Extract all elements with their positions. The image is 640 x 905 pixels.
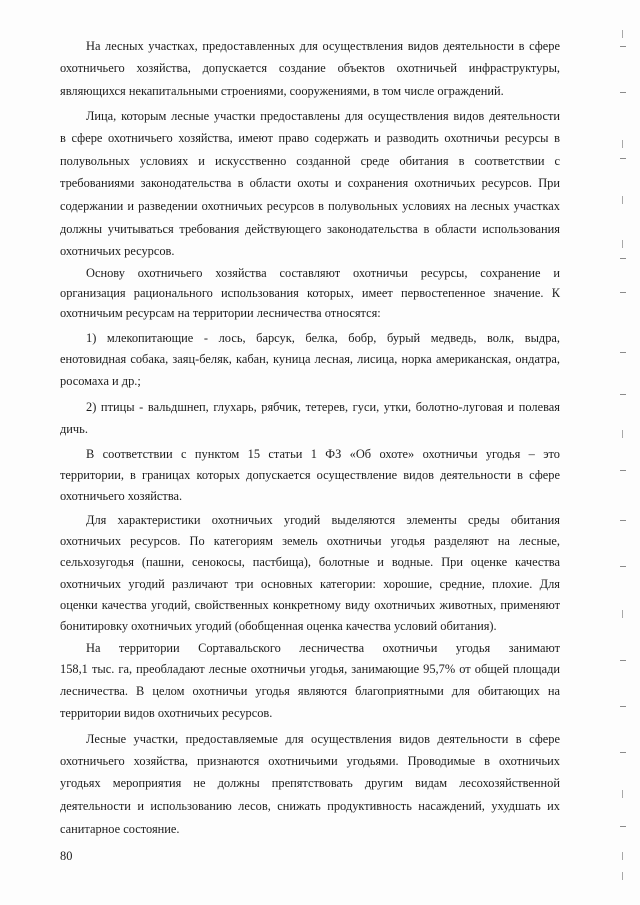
scan-mark — [622, 790, 623, 798]
scan-mark — [622, 30, 623, 38]
page-number: 80 — [60, 849, 73, 863]
text-line: должны учитываться требования действующего законодательства в области использования — [60, 222, 560, 236]
text-line: 1) млекопитающие - лось, барсук, белка, бобр, бурый медведь, волк, выдра, — [86, 331, 560, 345]
text-line: охотничьего хозяйства, допускается создание объектов охотничьей инфраструктуры, — [60, 61, 560, 75]
text-line: росомаха и др.; — [60, 374, 141, 388]
text-line: охотничьих ресурсов. — [60, 244, 175, 258]
scan-mark — [622, 872, 623, 880]
scan-mark — [620, 566, 626, 567]
scan-mark — [622, 430, 623, 438]
text-line: На лесных участках, предоставленных для осуществления видов деятельности в сфере — [86, 39, 560, 53]
text-line: На территории Сортавальского лесничества охотничьи угодья занимают — [86, 641, 560, 655]
text-line: В соответствии с пунктом 15 статьи 1 ФЗ «Об охоте» охотничьи угодья – это — [86, 447, 560, 461]
text-line: охотничьего хозяйства. — [60, 489, 183, 503]
text-line: угодьях мероприятия не должны препятствовать другим видам лесохозяйственной — [60, 776, 560, 790]
scan-mark — [620, 660, 626, 661]
text-line: охотничьего хозяйства, признаются охотничьими угодьями. Проводимые в охотничьих — [60, 754, 560, 768]
text-line: сельхозугодья (пашни, сенокосы, пастбища), болотные и водные. При оценке качества — [60, 555, 560, 569]
scan-mark — [620, 158, 626, 159]
scan-mark — [620, 752, 626, 753]
text-line: дичь. — [60, 422, 88, 436]
text-line: содержании и разведении охотничьих ресурсов в полувольных условиях на лесных участках — [60, 199, 560, 213]
text-line: Лица, которым лесные участки предоставлены для осуществления видов деятельности — [86, 109, 560, 123]
text-line: 2) птицы - вальдшнеп, глухарь, рябчик, тетерев, гуси, утки, болотно-луговая и полевая — [86, 400, 560, 414]
text-line: лесничества. В целом охотничьи угодья являются благоприятными для обитающих на — [60, 684, 560, 698]
text-line: оценки качества угодий, свойственных конкретному виду охотничьих животных, применяют — [60, 598, 560, 612]
scan-margin-marks — [614, 0, 634, 905]
scan-mark — [620, 394, 626, 395]
text-line: охотничьих ресурсов. По категориям земель охотничьи угодья разделяют на лесные, — [60, 534, 560, 548]
text-line: енотовидная собака, заяц-беляк, кабан, куница лесная, лисица, норка американская, ондатра, — [60, 352, 560, 366]
text-line: территории, в границах которых допускается осуществление видов деятельности в сфере — [60, 468, 560, 482]
scan-mark — [622, 140, 623, 148]
text-line: Основу охотничьего хозяйства составляют охотничьи ресурсы, сохранение и — [86, 266, 560, 280]
scan-mark — [620, 470, 626, 471]
text-line: бонитировку охотничьих угодий (обобщенная оценка качества условий обитания). — [60, 619, 497, 633]
text-line: Лесные участки, предоставляемые для осуществления видов деятельности в сфере — [86, 732, 560, 746]
scan-mark — [622, 610, 623, 618]
text-line: в сфере охотничьего хозяйства, имеют право содержать и разводить охотничьи ресурсы в — [60, 131, 560, 145]
text-line: являющихся некапитальными строениями, сооружениями, в том числе ограждений. — [60, 84, 504, 98]
scan-mark — [620, 92, 626, 93]
scan-mark — [620, 826, 626, 827]
text-line: требованиями законодательства в области охоты и сохранения охотничьих ресурсов. При — [60, 176, 560, 190]
scan-mark — [620, 258, 626, 259]
scan-mark — [620, 352, 626, 353]
scan-mark — [622, 240, 623, 248]
text-line: Для характеристики охотничьих угодий выделяются элементы среды обитания — [86, 513, 560, 527]
text-line: санитарное состояние. — [60, 822, 180, 836]
text-line: территории видов охотничьих ресурсов. — [60, 706, 273, 720]
scan-mark — [620, 46, 626, 47]
text-line: организация рационального использования которых, имеет первостепенное значение. К — [60, 286, 560, 300]
scan-mark — [622, 852, 623, 860]
text-line: 158,1 тыс. га, преобладают лесные охотничьи угодья, занимающие 95,7% от общей площади — [60, 662, 560, 676]
text-line: охотничьих угодий различают три основных категории: хорошие, средние, плохие. Для — [60, 577, 560, 591]
scan-mark — [620, 292, 626, 293]
scan-mark — [622, 196, 623, 204]
scan-mark — [620, 520, 626, 521]
text-line: охотничьим ресурсам на территории лесничества относятся: — [60, 306, 381, 320]
scan-mark — [620, 706, 626, 707]
text-line: полувольных условиях и искусственно созданной среде обитания в соответствии с — [60, 154, 560, 168]
text-line: деятельности и использованию лесов, снижать продуктивность насаждений, ухудшать их — [60, 799, 560, 813]
